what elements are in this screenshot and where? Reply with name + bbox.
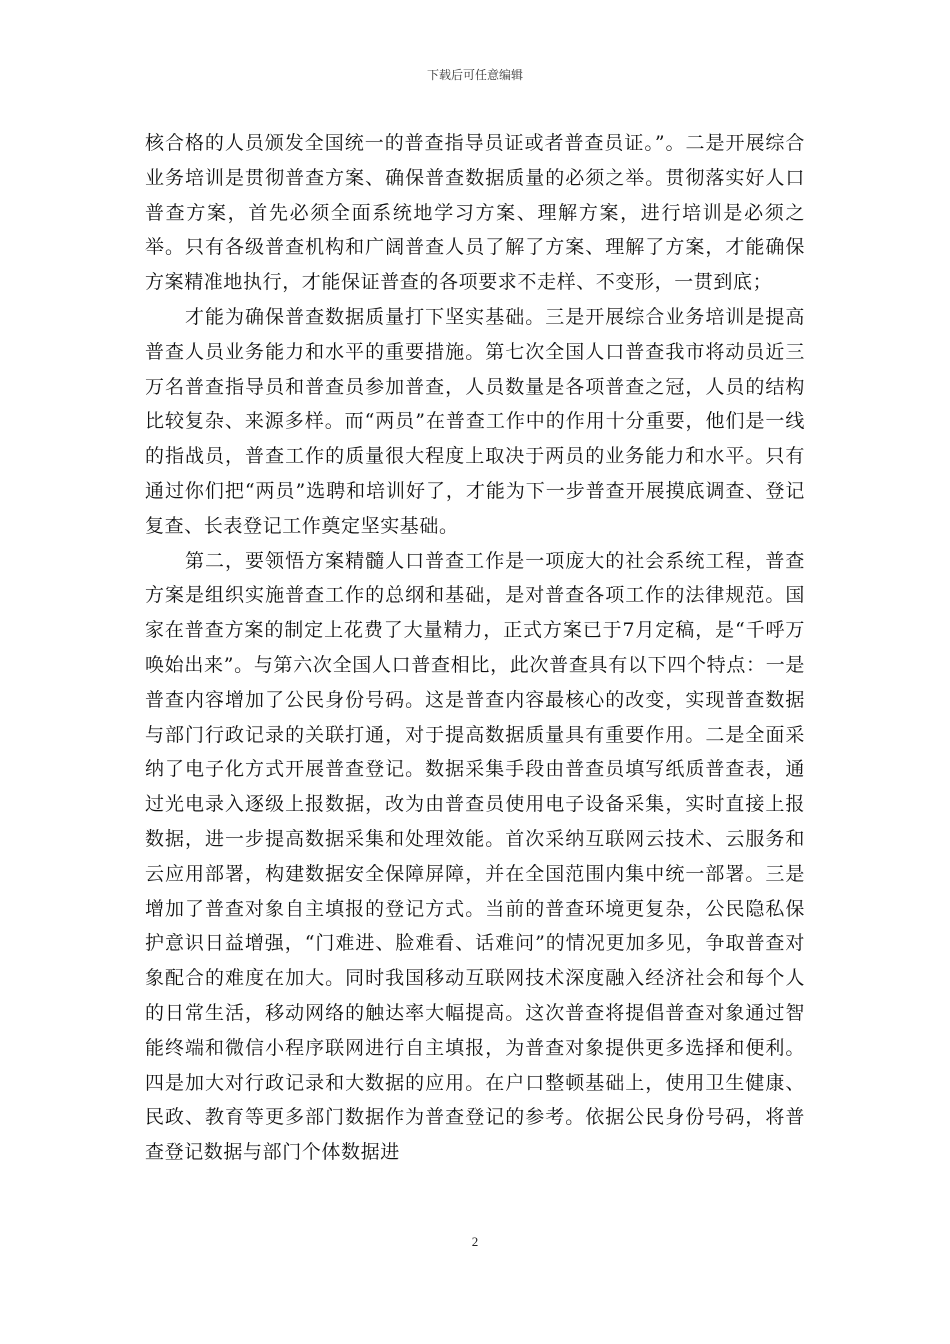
page-number: 2: [471, 1234, 479, 1249]
page-header: 下载后可任意编辑: [426, 68, 523, 82]
paragraph-1: 核合格的人员颁发全国统一的普查指导员证或者普查员证。”。二是开展综合业务培训是贯彻普查方案、确保普查数据质量的必须之举。贯彻落实好人口普查方案，首先必须全面系统地学习方案、理解方案，进行培训是必须之举。只有各级普查机构和广阔普查人员了解了方案、理解了方案，才能确保方案精准地执行，才能保证普查的各项要求不走样、不变形，一贯到底；: [145, 132, 805, 294]
document-body: [145, 126, 805, 1170]
paragraph-3: 第二，要领悟方案精髓人口普查工作是一项庞大的社会系统工程，普查方案是组织实施普查工作的总纲和基础，是对普查各项工作的法律规范。国家在普查方案的制定上花费了大量精力，正式方案已于7月定稿，是“千呼万唤始出来”。与第六次全国人口普查相比，此次普查具有以下四个特点：一是普查内容增加了公民身份号码。这是普查内容最核心的改变，实现普查数据与部门行政记录的关联打通，对于提高数据质量具有重要作用。二是全面采纳了电子化方式开展普查登记。数据采集手段由普查员填写纸质普查表，通过光电录入逐级上报数据，改为由普查员使用电子设备采集，实时直接上报数据，进一步提高数据采集和处理效能。首次采纳互联网云技术、云服务和云应用部署，构建数据安全保障屏障，并在全国范围内集中统一部署。三是增加了普查对象自主填报的登记方式。当前的普查环境更复杂，公民隐私保护意识日益增强，“门难进、脸难看、话难问”的情况更加多见，争取普查对象配合的难度在加大。同时我国移动互联网技术深度融入经济社会和每个人的日常生活，移动网络的触达率大幅提高。这次普查将提倡普查对象通过智能终端和微信小程序联网进行自主填报，为普查对象提供更多选择和便利。四是加大对行政记录和大数据的应用。在户口整顿基础上，使用卫生健康、民政、教育等更多部门数据作为普查登记的参考。依据公民身份号码，将普查登记数据与部门个体数据进: [145, 549, 805, 1164]
paragraph-2: 才能为确保普查数据质量打下坚实基础。三是开展综合业务培训是提高普查人员业务能力和水平的重要措施。第七次全国人口普查我市将动员近三万名普查指导员和普查员参加普查，人员数量是各项普查之冠，人员的结构比较复杂、来源多样。而“两员”在普查工作中的作用十分重要，他们是一线的指战员，普查工作的质量很大程度上取决于两员的业务能力和水平。只有通过你们把“两员”选聘和培训好了，才能为下一步普查开展摸底调查、登记复查、长表登记工作奠定坚实基础。: [145, 305, 805, 537]
